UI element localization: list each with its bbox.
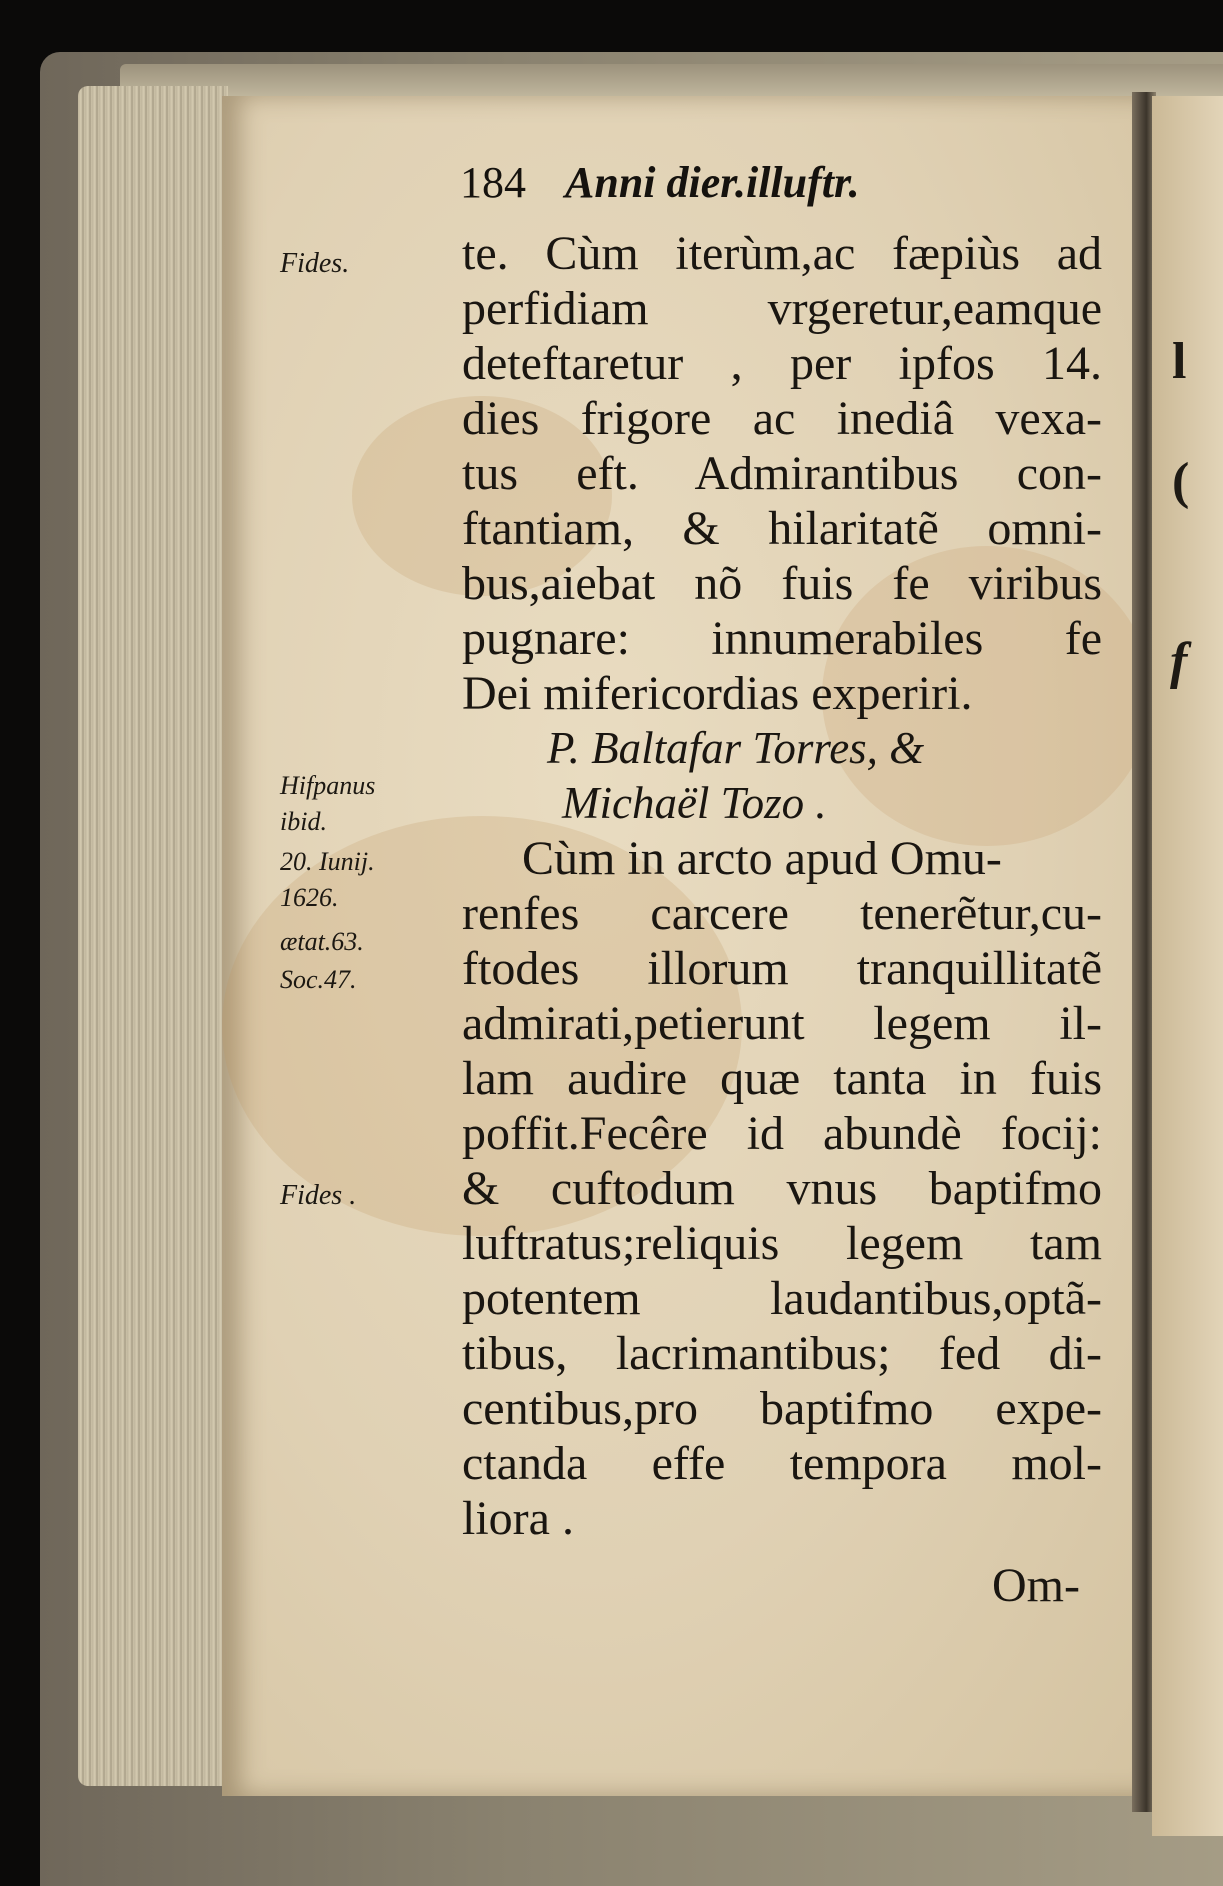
text-line: deteftaretur , per ipfos 14.: [462, 337, 1102, 390]
text-line: poffit.Fecêre id abundè focij:: [462, 1107, 1102, 1160]
facing-page-letter: l: [1172, 333, 1187, 390]
margin-note: Fides .: [280, 1180, 357, 1211]
facing-page: [1152, 96, 1223, 1836]
text-line: lam audire quæ tanta in fuis: [462, 1052, 1102, 1105]
text-line: tus eft. Admirantibus con-: [462, 447, 1102, 500]
text-line: potentem laudantibus,optã-: [462, 1272, 1102, 1325]
catchword: Om-: [992, 1559, 1080, 1612]
text-line: te. Cùm iterùm,ac fæpiùs ad: [462, 227, 1102, 280]
text-line: dies frigore ac inediâ vexa-: [462, 392, 1102, 445]
page-number: 184: [460, 158, 526, 207]
facing-page-letter: f: [1170, 633, 1188, 690]
running-title: Anni dier.illuftr.: [565, 158, 860, 207]
margin-note: Soc.47.: [280, 965, 357, 994]
text-line: & cuftodum vnus baptifmo: [462, 1162, 1102, 1215]
text-line: pugnare: innumerabiles fe: [462, 612, 1102, 665]
margin-note: Fides.: [280, 248, 350, 279]
text-line: renfes carcere tenerẽtur,cu-: [462, 887, 1102, 940]
facing-page-letter: (: [1172, 453, 1190, 510]
text-line: ftodes illorum tranquillitatẽ: [462, 942, 1102, 995]
section-heading: P. Baltafar Torres, &: [547, 723, 925, 773]
page-block-edges: [78, 86, 228, 1786]
text-line: perfidiam vrgeretur,eamque: [462, 282, 1102, 335]
text-line: ftantiam, & hilaritatẽ omni-: [462, 502, 1102, 555]
text-line: bus,aiebat nõ fuis fe viribus: [462, 557, 1102, 610]
text-line: centibus,pro baptifmo expe-: [462, 1382, 1102, 1435]
margin-note: ætat.63.: [280, 927, 364, 956]
text-line: liora .: [462, 1492, 574, 1545]
text-line: admirati,petierunt legem il-: [462, 997, 1102, 1050]
running-head: [460, 158, 1060, 208]
text-line: Cùm in arcto apud Omu-: [522, 832, 1002, 885]
text-line: tibus, lacrimantibus; fed di-: [462, 1327, 1102, 1380]
text-line: ctanda effe tempora mol-: [462, 1437, 1102, 1490]
text-line: Dei mifericordias experiri.: [462, 667, 973, 720]
text-line: luftratus;reliquis legem tam: [462, 1217, 1102, 1270]
margin-note: ibid.: [280, 807, 327, 836]
body-text: [462, 226, 1102, 1613]
margin-note: 1626.: [280, 883, 339, 912]
margin-note: 20. Iunij.: [280, 847, 375, 876]
section-heading: Michaël Tozo .: [562, 778, 827, 828]
margin-note: Hifpanus: [280, 771, 376, 800]
